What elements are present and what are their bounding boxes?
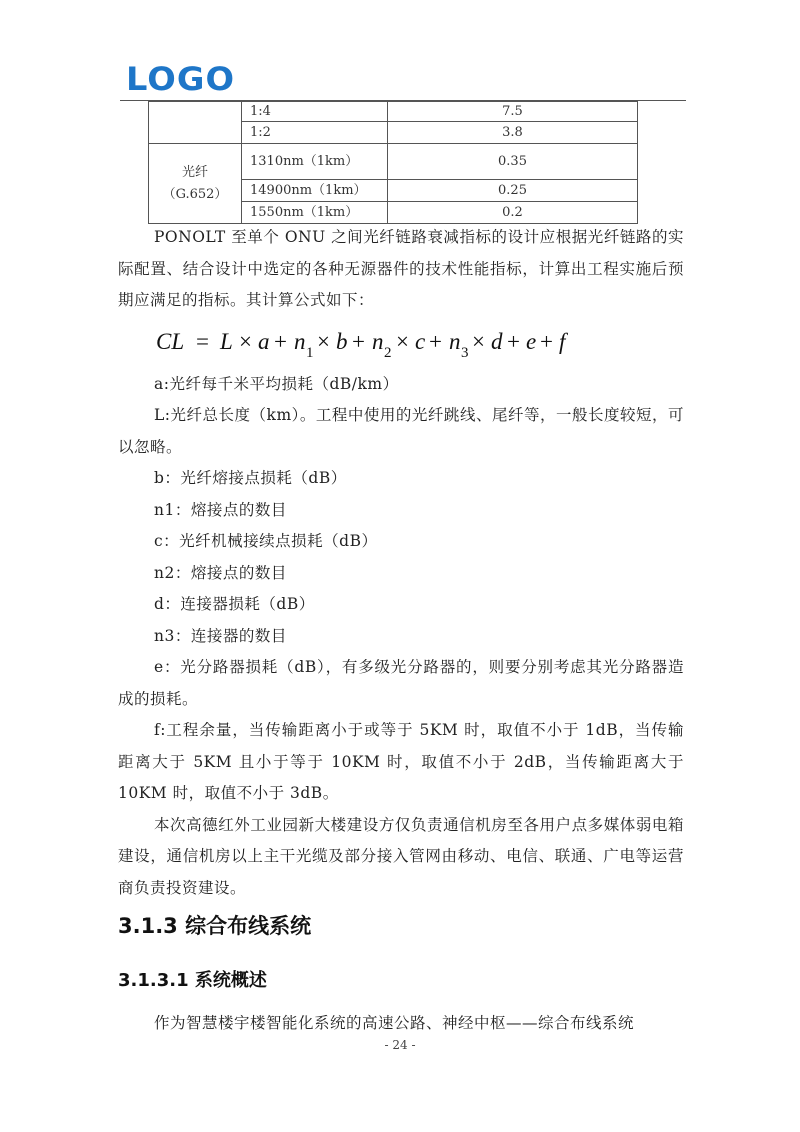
table-cell-category-empty	[149, 102, 242, 144]
subsection-heading: 3.1.3.1 系统概述	[118, 970, 267, 991]
svg-text:n: n	[449, 328, 461, 354]
svg-text:c: c	[415, 328, 426, 354]
svg-text:3: 3	[461, 344, 469, 361]
svg-text:d: d	[491, 328, 503, 354]
definition-b: b：光纤熔接点损耗（dB）	[154, 469, 347, 487]
svg-text:×: ×	[239, 328, 252, 354]
definition-n3: n3：连接器的数目	[154, 626, 287, 645]
svg-text:e: e	[526, 328, 537, 354]
svg-text:f: f	[559, 328, 566, 354]
svg-text:2: 2	[384, 344, 392, 361]
svg-text:=: =	[196, 328, 209, 354]
intro-paragraph: PONOLT 至单个 ONU 之间光纤链路衰减指标的设计应根据光纤链路的实际配置、结合设计中选定的各种无源器件的技术性能指标，计算出工程实施后预期应满足的指标。其计算公式如下：	[118, 228, 684, 309]
page-number: - 24 -	[384, 1038, 416, 1052]
definition-n2: n2：熔接点的数目	[154, 563, 287, 582]
svg-text:×: ×	[396, 328, 409, 354]
svg-text:1: 1	[306, 344, 314, 361]
table-cell-item: 14900nm（1km）	[242, 180, 388, 202]
project-paragraph: 本次高德红外工业园新大楼建设方仅负责通信机房至各用户点多媒体弱电箱建设，通信机房以上主干光缆及部分接入管网由移动、电信、联通、广电等运营商负责投资建设。	[118, 815, 684, 897]
svg-text:×: ×	[317, 328, 330, 354]
logo: LOGO	[126, 60, 236, 98]
svg-text:a: a	[258, 328, 270, 354]
table-cell-value: 7.5	[388, 102, 638, 122]
table-cell-category-fiber	[149, 144, 242, 224]
svg-text:n: n	[372, 328, 384, 354]
table-cell-item: 1550nm（1km）	[242, 202, 388, 224]
table-cell-value: 0.25	[388, 180, 638, 202]
svg-text:+: +	[507, 328, 520, 354]
svg-text:+: +	[274, 328, 287, 354]
table-cell-value: 3.8	[388, 122, 638, 144]
definition-d: d：连接器损耗（dB）	[154, 595, 315, 613]
svg-text:+: +	[352, 328, 365, 354]
table-row	[149, 102, 638, 122]
formula-graphic	[156, 321, 576, 365]
definition-f: f:工程余量，当传输距离小于或等于 5KM 时，取值不小于 1dB，当传输距离大于 5KM 且小于等于 10KM 时，取值不小于 2dB，当传输距离大于 10KM 时，取值不小于 3dB。	[118, 721, 684, 802]
table-row	[149, 144, 638, 180]
table-cell-item: 1:2	[242, 122, 388, 144]
definition-c: c：光纤机械接续点损耗（dB）	[154, 532, 378, 550]
overview-paragraph: 作为智慧楼宇楼智能化系统的高速公路、神经中枢——综合布线系统	[154, 1014, 635, 1032]
table-cell-item: 1:4	[242, 102, 388, 122]
body-content	[118, 222, 684, 904]
definition-a: a:光纤每千米平均损耗（dB/km）	[154, 374, 399, 393]
table-cell-item: 1310nm（1km）	[242, 144, 388, 180]
category-label-standard: （G.652）	[162, 186, 228, 202]
svg-text:CL: CL	[156, 328, 185, 354]
definition-L: L:光纤总长度（km）。工程中使用的光纤跳线、尾纤等，一般长度较短，可以忽略。	[118, 406, 684, 456]
attenuation-table	[148, 101, 638, 224]
svg-text:b: b	[336, 328, 348, 354]
category-label: 光纤	[181, 164, 208, 180]
attenuation-formula	[118, 317, 684, 369]
table-cell-value: 0.2	[388, 202, 638, 224]
definition-n1: n1：熔接点的数目	[154, 500, 287, 519]
svg-text:+: +	[429, 328, 442, 354]
section-heading: 3.1.3 综合布线系统	[118, 914, 312, 938]
table-cell-value: 0.35	[388, 144, 638, 180]
definition-e: e：光分路器损耗（dB），有多级光分路器的，则要分别考虑其光分路器造成的损耗。	[118, 658, 684, 708]
svg-text:n: n	[294, 328, 306, 354]
svg-text:×: ×	[472, 328, 485, 354]
svg-text:+: +	[540, 328, 553, 354]
svg-text:L: L	[220, 328, 233, 354]
